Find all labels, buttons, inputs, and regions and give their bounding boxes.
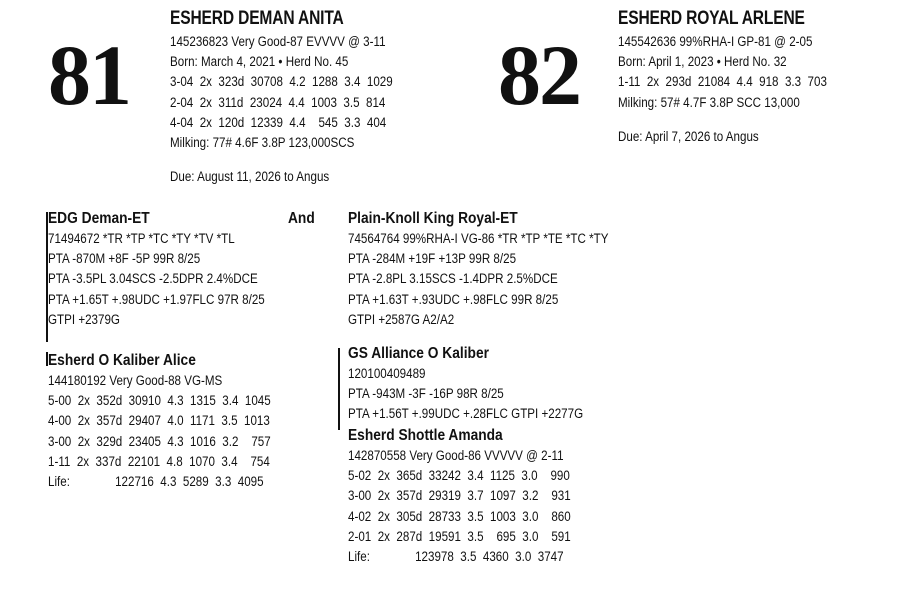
registration-line: 145236823 Very Good-87 EVVVV @ 3-11 — [170, 34, 386, 49]
sire-name: Plain-Knoll King Royal-ET — [348, 210, 518, 227]
lactation-record: 2-01 2x 287d 19591 3.5 695 3.0 591 — [348, 528, 571, 544]
lactation-record: 5-00 2x 352d 30910 4.3 1315 3.4 1045 — [48, 393, 271, 409]
dam-block-81 — [48, 350, 271, 492]
lactation-record: 3-00 2x 357d 29319 3.7 1097 3.2 931 — [348, 488, 571, 504]
sire-line: PTA -870M +8F -5P 99R 8/25 — [48, 251, 201, 267]
mgs-block-82 — [348, 343, 583, 425]
registration-line: 145542636 99%RHA-I GP-81 @ 2-05 — [618, 34, 813, 49]
milking-line: Milking: 77# 4.6F 3.8P 123,000SCS — [170, 135, 355, 151]
sire-line: PTA -2.8PL 3.15SCS -1.4DPR 2.5%DCE — [348, 271, 558, 287]
sire-line: PTA +1.65T +.98UDC +1.97FLC 97R 8/25 — [48, 291, 265, 307]
pedigree-bracket — [338, 348, 340, 430]
born-line: Born: March 4, 2021 • Herd No. 45 — [170, 54, 349, 70]
dam-line: 142870558 Very Good-86 VVVVV @ 2-11 — [348, 448, 564, 463]
sire-line: GTPI +2379G — [48, 311, 120, 327]
sire-line: 74564764 99%RHA-I VG-86 *TR *TP *TE *TC *TY — [348, 231, 609, 246]
sire-line: PTA -3.5PL 3.04SCS -2.5DPR 2.4%DCE — [48, 271, 258, 287]
sire-name: EDG Deman-ET — [48, 210, 150, 227]
due-date: Due: April 7, 2026 to Angus — [618, 128, 759, 144]
cow-details-82 — [618, 32, 827, 147]
lot-number-81: 81 — [48, 27, 130, 123]
sire-block-81 — [48, 208, 265, 330]
dam-name: Esherd Shottle Amanda — [348, 427, 503, 444]
mgs-name: GS Alliance O Kaliber — [348, 345, 489, 362]
sire-line: PTA -284M +19F +13P 99R 8/25 — [348, 251, 517, 267]
sire-block-82 — [348, 208, 608, 330]
lactation-record: 1-11 2x 337d 22101 4.8 1070 3.4 754 — [48, 453, 270, 469]
cow-name-81: ESHERD DEMAN ANITA — [170, 8, 344, 29]
lactation-record: 4-04 2x 120d 12339 4.4 545 3.3 404 — [170, 114, 387, 130]
dam-block-82 — [348, 425, 571, 567]
lactation-record: 3-00 2x 329d 23405 4.3 1016 3.2 757 — [48, 433, 271, 449]
mgs-line: PTA -943M -3F -16P 98R 8/25 — [348, 386, 504, 402]
lactation-record: 1-11 2x 293d 21084 4.4 918 3.3 703 — [618, 74, 827, 90]
lot-number-82: 82 — [498, 27, 580, 123]
due-date: Due: August 11, 2026 to Angus — [170, 169, 330, 185]
lactation-record: 2-04 2x 311d 23024 4.4 1003 3.5 814 — [170, 94, 386, 110]
milking-line: Milking: 57# 4.7F 3.8P SCC 13,000 — [618, 94, 800, 110]
lactation-record: 4-00 2x 357d 29407 4.0 1171 3.5 1013 — [48, 413, 270, 429]
cow-name-82: ESHERD ROYAL ARLENE — [618, 8, 805, 29]
dam-line: 144180192 Very Good-88 VG-MS — [48, 373, 223, 388]
cow-details-81 — [170, 32, 393, 187]
sire-line: GTPI +2587G A2/A2 — [348, 311, 455, 327]
lifetime-record: Life: 123978 3.5 4360 3.0 3747 — [348, 549, 564, 565]
lactation-record: 3-04 2x 323d 30708 4.2 1288 3.4 1029 — [170, 74, 393, 90]
and-label: And — [288, 210, 315, 227]
mgs-line: 120100409489 — [348, 366, 426, 381]
sire-line: 71494672 *TR *TP *TC *TY *TV *TL — [48, 231, 235, 246]
mgs-line: PTA +1.56T +.99UDC +.28FLC GTPI +2277G — [348, 406, 584, 422]
sire-line: PTA +1.63T +.93UDC +.98FLC 99R 8/25 — [348, 291, 559, 307]
dam-name: Esherd O Kaliber Alice — [48, 352, 196, 369]
lifetime-record: Life: 122716 4.3 5289 3.3 4095 — [48, 474, 264, 490]
lactation-record: 5-02 2x 365d 33242 3.4 1125 3.0 990 — [348, 468, 570, 484]
lactation-record: 4-02 2x 305d 28733 3.5 1003 3.0 860 — [348, 508, 571, 524]
born-line: Born: April 1, 2023 • Herd No. 32 — [618, 54, 787, 70]
